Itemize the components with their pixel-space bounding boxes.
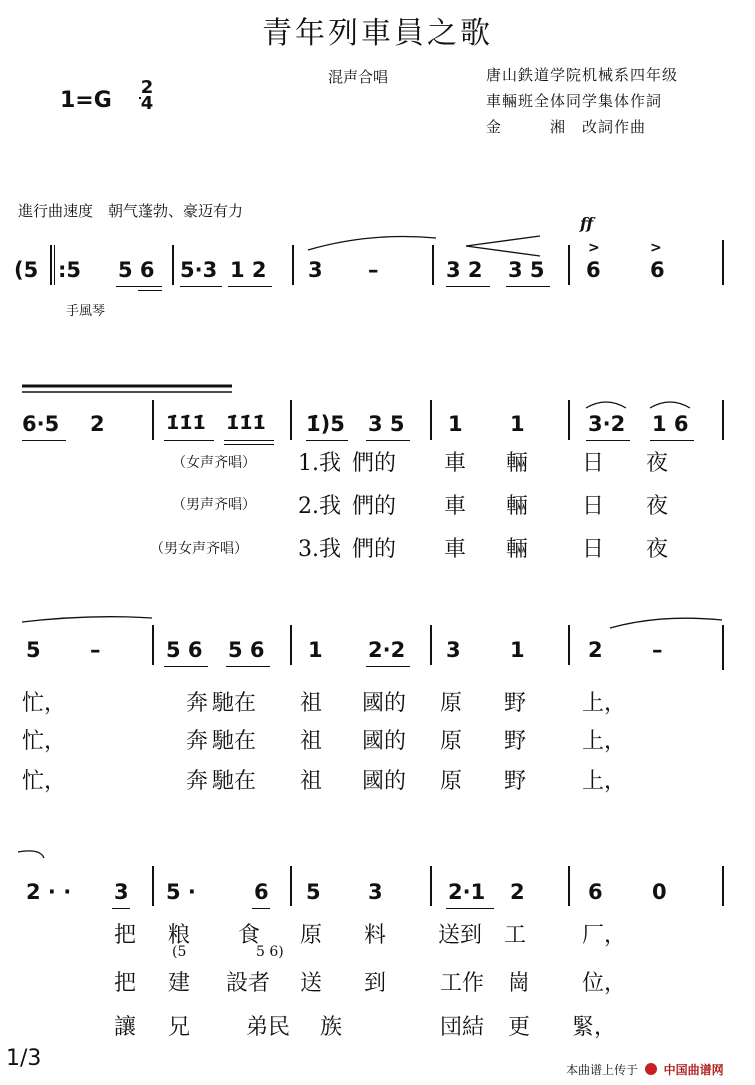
lyric: 國的 xyxy=(362,769,407,794)
lyric: 馳在 xyxy=(212,691,257,716)
note: 5 6 xyxy=(118,258,155,282)
note-dash: – xyxy=(368,258,379,282)
lyric: 讓 xyxy=(114,1015,137,1040)
lyric: 把 xyxy=(114,971,137,996)
note: 1̇)5 xyxy=(306,412,345,436)
lyric: 車 xyxy=(444,451,467,476)
slur xyxy=(22,617,152,622)
key-signature: 1=G xyxy=(60,88,112,113)
lyric: 們的 xyxy=(352,494,397,519)
lyric: 位， xyxy=(582,971,627,996)
lyric: 到 xyxy=(364,971,387,996)
note: 5 6 xyxy=(166,638,203,662)
lyric: 把 xyxy=(114,923,137,948)
note: 5·3 xyxy=(180,258,218,282)
lyric: 緊， xyxy=(572,1015,617,1040)
lyric: 國的 xyxy=(362,729,407,754)
note: 1 2 xyxy=(230,258,267,282)
slur xyxy=(466,246,540,256)
lyric: 祖 xyxy=(300,769,323,794)
note: 1 6 xyxy=(652,412,689,436)
lyric: 送 xyxy=(300,971,323,996)
lyric: 原 xyxy=(440,691,463,716)
instrument-label: 手風琴 xyxy=(66,304,106,319)
lyric: 上， xyxy=(582,729,627,754)
lyric: 原 xyxy=(440,729,463,754)
note: 1 xyxy=(448,412,463,436)
lyric: 輛 xyxy=(506,451,529,476)
note: 5 6 xyxy=(228,638,265,662)
credit-line-1: 唐山鉄道学院机械系四年级 xyxy=(486,66,679,84)
lyric: 崗 xyxy=(508,971,531,996)
lyric: 忙， xyxy=(22,729,67,754)
lyric: 上， xyxy=(582,691,627,716)
lyric: 車 xyxy=(444,537,467,562)
note: 1 xyxy=(510,638,525,662)
lyric: 祖 xyxy=(300,729,323,754)
lyric: 奔 xyxy=(186,691,209,716)
note: 2 xyxy=(588,638,603,662)
lyric: 夜 xyxy=(646,494,669,519)
footer-text: 本曲谱上传于 xyxy=(566,1063,639,1077)
note: 2 · · xyxy=(26,880,72,904)
note-dash: – xyxy=(90,638,101,662)
note: 6·5 xyxy=(22,412,60,436)
lyric: 夜 xyxy=(646,451,669,476)
voice-label-1: （女声齐唱） xyxy=(172,455,256,471)
slur xyxy=(18,851,44,858)
note: 3 5 xyxy=(508,258,545,282)
lyric: 日 xyxy=(582,451,605,476)
note: 2·1 xyxy=(448,880,486,904)
lyric: 忙， xyxy=(22,691,67,716)
note: 1 xyxy=(308,638,323,662)
lyric: 3.我 xyxy=(298,537,341,562)
lyric: 輛 xyxy=(506,537,529,562)
note: 0 xyxy=(652,880,667,904)
lyric: 輛 xyxy=(506,494,529,519)
note: :5 xyxy=(58,258,82,282)
lyric: 日 xyxy=(582,537,605,562)
lyric: 弟民 xyxy=(246,1015,291,1040)
time-signature-top: 2 xyxy=(140,77,154,98)
note-dash: – xyxy=(652,638,663,662)
note: 3 2 xyxy=(446,258,483,282)
note: 3 xyxy=(446,638,461,662)
lyric: 忙， xyxy=(22,769,67,794)
note: 3 5 xyxy=(368,412,405,436)
note: 5 xyxy=(306,880,321,904)
voice-label-3: （男女声齐唱） xyxy=(150,541,248,557)
credit-line-2: 車輛班全体同学集体作詞 xyxy=(486,92,663,110)
page-number: 1/3 xyxy=(6,1046,42,1071)
lyric: 祖 xyxy=(300,691,323,716)
note: 1 xyxy=(510,412,525,436)
note: 1̇1̇1̇ xyxy=(226,412,266,434)
accent-mark: > xyxy=(650,240,662,256)
song-title: 青年列車員之歌 xyxy=(262,16,493,51)
note: 3 xyxy=(308,258,323,282)
note: (5 xyxy=(14,258,39,282)
alt-notes: (5 xyxy=(172,944,187,960)
lyric: 國的 xyxy=(362,691,407,716)
tempo-marking: 進行曲速度 朝气蓬勃、豪迈有力 xyxy=(18,202,244,220)
note: 3·2 xyxy=(588,412,626,436)
voice-label-2: （男声齐唱） xyxy=(172,497,256,513)
lyric: 2.我 xyxy=(298,494,341,519)
lyric: 奔 xyxy=(186,769,209,794)
dynamic-ff: ff xyxy=(580,214,594,233)
lyric: 們的 xyxy=(352,451,397,476)
lyric: 族 xyxy=(320,1015,343,1040)
note: 6 xyxy=(254,880,269,904)
credit-line-3: 金 湘 改詞作曲 xyxy=(486,118,647,136)
lyric: 野 xyxy=(504,691,527,716)
note: 1̇1̇1̇ xyxy=(166,412,206,434)
lyric: 奔 xyxy=(186,729,209,754)
lyric: 建 xyxy=(168,971,191,996)
note: 6 xyxy=(650,258,665,282)
lyric: 野 xyxy=(504,729,527,754)
lyric: 野 xyxy=(504,769,527,794)
lyric: 車 xyxy=(444,494,467,519)
slur xyxy=(586,402,626,408)
note: 6 xyxy=(588,880,603,904)
lyric: 夜 xyxy=(646,537,669,562)
lyric: 工 xyxy=(504,923,527,948)
lyric: 原 xyxy=(440,769,463,794)
note: 5 · xyxy=(166,880,196,904)
lyric: 原 xyxy=(300,923,323,948)
choir-style: 混声合唱 xyxy=(328,68,389,86)
lyric: 団結 xyxy=(440,1015,485,1040)
lyric: 馳在 xyxy=(212,769,257,794)
lyric: 馳在 xyxy=(212,729,257,754)
lyric: 1.我 xyxy=(298,451,341,476)
footer-brand-link[interactable]: 中国曲谱网 xyxy=(663,1063,724,1077)
note: 2·2 xyxy=(368,638,406,662)
alt-notes: 5 6) xyxy=(256,944,284,960)
slur xyxy=(308,237,436,251)
accent-mark: > xyxy=(588,240,600,256)
footer-upload-note xyxy=(566,1061,724,1078)
lyric: 們的 xyxy=(352,537,397,562)
lyric: 粮 xyxy=(168,923,191,948)
lyric: 工作 xyxy=(440,971,485,996)
note: 2 xyxy=(510,880,525,904)
note: 2 xyxy=(90,412,105,436)
note: 3 xyxy=(368,880,383,904)
slur xyxy=(650,402,690,408)
time-signature-bottom: 4 xyxy=(140,93,154,114)
slur xyxy=(610,618,722,628)
lyric: 料 xyxy=(364,923,387,948)
note: 3 xyxy=(114,880,129,904)
note: 5 xyxy=(26,638,41,662)
lyric: 兄 xyxy=(168,1015,191,1040)
site-logo-icon xyxy=(645,1063,657,1075)
lyric: 送到 xyxy=(438,923,483,948)
lyric: 食 xyxy=(238,923,261,948)
lyric: 上， xyxy=(582,769,627,794)
note: 6 xyxy=(586,258,601,282)
lyric: 設者 xyxy=(226,971,271,996)
slur xyxy=(466,236,540,246)
lyric: 更 xyxy=(508,1015,531,1040)
lyric: 厂， xyxy=(582,923,627,948)
lyric: 日 xyxy=(582,494,605,519)
